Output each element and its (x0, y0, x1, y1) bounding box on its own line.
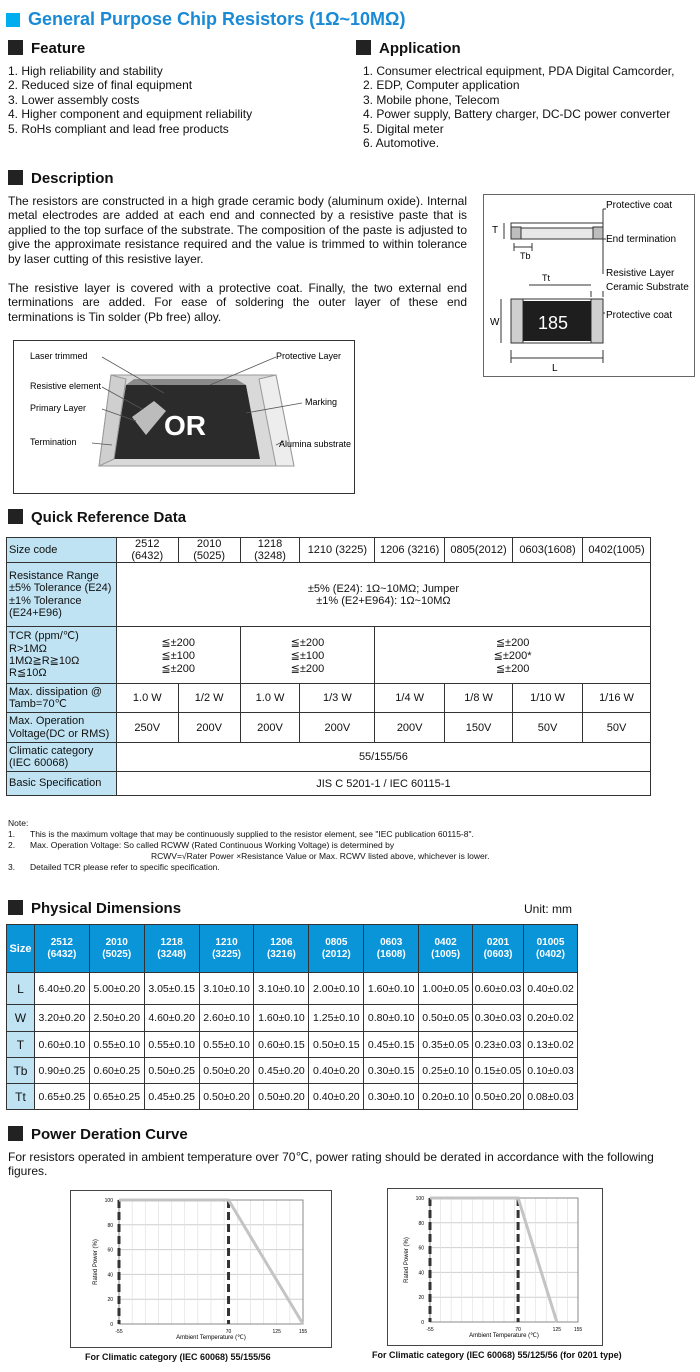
y-tick-label: 80 (107, 1222, 113, 1229)
deration-chart-2-caption: For Climatic category (IEC 60068) 55/125/56 (for 0201 type) (372, 1350, 622, 1360)
table-cell: 0.50±0.20 (254, 1084, 309, 1110)
table-cell: 200V (178, 713, 240, 743)
y-tick-label: 60 (107, 1247, 113, 1254)
table-cell: 2.50±0.20 (89, 1005, 144, 1032)
table-cell: 250V (116, 713, 178, 743)
row-label: L (7, 973, 35, 1005)
description-paragraph-1: The resistors are constructed in a high grade ceramic body (aluminum oxide). Internal metal electrodes are added at each end and connected by a resistive paste that is applied to the top surface of the substrate. The composition of the paste is adjusted to give the approximate resistance required and the value is trimmed to within tolerance by laser cutting of this resistive layer. (8, 194, 467, 266)
x-axis-label: Ambient Temperature (℃) (469, 1333, 539, 1339)
tcr-value-group-a: ≦±200 ≦±100 ≦±200 (116, 627, 240, 684)
label-termination: Termination (30, 437, 77, 447)
application-heading: Application (356, 40, 461, 57)
size-code-label: Size code (7, 538, 117, 563)
x-tick-label: -55 (426, 1327, 434, 1333)
table-cell: 200V (375, 713, 445, 743)
page-title: General Purpose Chip Resistors (1Ω~10MΩ) (28, 9, 406, 29)
label-alumina-substrate: Alumina substrate (279, 439, 352, 449)
list-item: 2. Reduced size of final equipment (8, 78, 193, 93)
table-cell: 200V (240, 713, 300, 743)
label-marking: Marking (305, 397, 338, 407)
table-cell: 0.45±0.20 (254, 1058, 309, 1084)
power-description: For resistors operated in ambient temperature over 70℃, power rating should be derated in accordance with the following figures. (8, 1150, 654, 1179)
section-marker-icon (8, 40, 23, 55)
resistance-range-label: Resistance Range ±5% Tolerance (E24) ±1% Tolerance (E24+E96) (7, 563, 117, 627)
list-item: 4. Power supply, Battery charger, DC-DC power converter (363, 107, 671, 122)
table-cell: 1/3 W (300, 684, 375, 713)
table-cell: 1.00±0.05 (419, 973, 473, 1005)
table-cell: 0.55±0.10 (89, 1032, 144, 1058)
row-label: W (7, 1005, 35, 1032)
application-list (363, 64, 674, 150)
quick-ref-heading: Quick Reference Data (8, 509, 186, 526)
table-cell: 0.60±0.03 (473, 973, 524, 1005)
column-header: 1206 (3216) (254, 925, 309, 973)
table-cell: 2.60±0.10 (199, 1005, 254, 1032)
table-cell: 0.45±0.25 (144, 1084, 199, 1110)
chip-text: OR (164, 410, 206, 441)
deration-chart-1 (70, 1190, 332, 1348)
y-tick-label: 100 (415, 1196, 424, 1202)
column-header: 0805 (2012) (309, 925, 364, 973)
x-tick-label: 155 (298, 1329, 308, 1335)
table-cell: 0.50±0.05 (419, 1005, 473, 1032)
table-cell: 50V (582, 713, 650, 743)
table-cell: 1210 (3225) (300, 538, 375, 563)
x-tick-label: 125 (272, 1329, 281, 1335)
table-cell: 2.00±0.10 (309, 973, 364, 1005)
chip-structure-illustration (14, 341, 354, 493)
table-cell: 1/2 W (178, 684, 240, 713)
resistance-range-value: ±5% (E24): 1Ω~10MΩ; Jumper ±1% (E2+E964): 1Ω~10MΩ (116, 563, 650, 627)
note-1: 1. This is the maximum voltage that may be continuously supplied to the resistor element, see "IEC publication 60115-8". (8, 829, 474, 839)
column-header: 2512 (6432) (34, 925, 89, 973)
label-resistive-element: Resistive element (30, 381, 102, 391)
climatic-value: 55/155/56 (116, 743, 650, 772)
label-ceramic-substrate: Ceramic Substrate (606, 282, 689, 293)
tcr-value-group-c: ≦±200 ≦±200* ≦±200 (375, 627, 651, 684)
description-heading: Description (8, 170, 114, 187)
column-header: 01005 (0402) (524, 925, 578, 973)
label-protective-layer: Protective Layer (276, 351, 342, 361)
table-row (7, 772, 651, 796)
dim-tb-label: Tb (520, 251, 531, 261)
table-cell: 1.60±0.10 (364, 973, 419, 1005)
table-cell: 0.90±0.25 (34, 1058, 89, 1084)
x-tick-label: -55 (115, 1329, 123, 1335)
table-row (7, 1084, 578, 1110)
table-cell: 0.10±0.03 (524, 1058, 578, 1084)
table-header-row (7, 925, 578, 973)
table-cell: 0805(2012) (445, 538, 513, 563)
list-item: 1. Consumer electrical equipment, PDA Digital Camcorder, (363, 64, 675, 78)
table-row (7, 538, 651, 563)
table-cell: 0603(1608) (513, 538, 583, 563)
chip-dimension-diagram (483, 194, 695, 377)
x-tick-label: 155 (573, 1327, 583, 1333)
power-heading: Power Deration Curve (8, 1126, 188, 1143)
table-cell: 0.30±0.15 (364, 1058, 419, 1084)
section-marker-icon (8, 170, 23, 185)
table-cell: 0.55±0.10 (144, 1032, 199, 1058)
list-item: 2. EDP, Computer application (363, 78, 520, 93)
table-cell: 0.30±0.03 (473, 1005, 524, 1032)
label-resistive-layer: Resistive Layer (606, 268, 675, 279)
feature-heading: Feature (8, 40, 85, 57)
column-header: 1218 (3248) (144, 925, 199, 973)
table-row (7, 627, 651, 684)
table-cell: 3.05±0.15 (144, 973, 199, 1005)
table-cell: 0.20±0.02 (524, 1005, 578, 1032)
table-cell: 0.30±0.10 (364, 1084, 419, 1110)
page-title-bar (6, 8, 694, 34)
table-cell: 0402(1005) (582, 538, 650, 563)
table-cell: 0.08±0.03 (524, 1084, 578, 1110)
table-cell: 0.60±0.15 (254, 1032, 309, 1058)
tcr-label: TCR (ppm/℃) R>1MΩ 1MΩ≧R≧10Ω R≦10Ω (7, 627, 117, 684)
feature-list (8, 64, 252, 136)
table-row (7, 1005, 578, 1032)
table-cell: 0.50±0.20 (199, 1084, 254, 1110)
y-tick-label: 40 (107, 1272, 113, 1279)
y-tick-label: 0 (110, 1322, 113, 1328)
dissipation-label: Max. dissipation @ Tamb=70℃ (7, 684, 117, 713)
table-row (7, 1058, 578, 1084)
table-cell: 0.35±0.05 (419, 1032, 473, 1058)
table-cell: 3.10±0.10 (254, 973, 309, 1005)
deration-chart-2-svg (388, 1189, 602, 1345)
table-cell: 0.40±0.20 (309, 1084, 364, 1110)
physical-heading: Physical Dimensions (8, 900, 181, 917)
deration-chart-1-caption: For Climatic category (IEC 60068) 55/155/56 (85, 1352, 271, 1362)
table-cell: 5.00±0.20 (89, 973, 144, 1005)
column-header: 0402 (1005) (419, 925, 473, 973)
note-3: 3. Detailed TCR please refer to specific specification. (8, 862, 220, 872)
table-cell: 6.40±0.20 (34, 973, 89, 1005)
table-cell: 2010 (5025) (178, 538, 240, 563)
column-header: 2010 (5025) (89, 925, 144, 973)
table-row (7, 713, 651, 743)
dim-l-label: L (552, 363, 558, 374)
section-marker-icon (356, 40, 371, 55)
table-row (7, 563, 651, 627)
table-cell: 0.13±0.02 (524, 1032, 578, 1058)
y-tick-label: 60 (418, 1245, 424, 1252)
table-cell: 0.65±0.25 (34, 1084, 89, 1110)
table-cell: 200V (300, 713, 375, 743)
table-cell: 0.60±0.10 (34, 1032, 89, 1058)
list-item: 6. Automotive. (363, 136, 440, 151)
y-tick-label: 80 (418, 1220, 424, 1227)
description-paragraph-2: The resistive layer is covered with a protective coat. Finally, the two external end terminations are added. For ease of soldering the outer layer of these end terminations is Tin solder (Pb free) alloy. (8, 281, 467, 324)
table-cell: 1.60±0.10 (254, 1005, 309, 1032)
table-cell: 150V (445, 713, 513, 743)
label-protective-coat-2: Protective coat (606, 310, 673, 321)
notes-title: Note: (8, 818, 29, 828)
table-cell: 0.50±0.25 (144, 1058, 199, 1084)
table-cell: 0.50±0.20 (199, 1058, 254, 1084)
table-cell: 0.45±0.15 (364, 1032, 419, 1058)
title-marker-icon (6, 13, 20, 27)
row-label: Tb (7, 1058, 35, 1084)
list-item: 5. Digital meter (363, 121, 444, 136)
dim-t-label: T (492, 225, 499, 236)
list-item: 4. Higher component and equipment reliability (8, 107, 253, 122)
table-row (7, 743, 651, 772)
table-cell: 0.60±0.25 (89, 1058, 144, 1084)
section-marker-icon (8, 900, 23, 915)
table-cell: 0.25±0.10 (419, 1058, 473, 1084)
basic-spec-label: Basic Specification (7, 772, 117, 796)
table-cell: 0.50±0.20 (473, 1084, 524, 1110)
basic-spec-value: JIS C 5201-1 / IEC 60115-1 (116, 772, 650, 796)
x-tick-label: 125 (552, 1327, 562, 1333)
column-header: 0201 (0603) (473, 925, 524, 973)
section-marker-icon (8, 1126, 23, 1141)
label-primary-layer: Primary Layer (30, 403, 87, 413)
list-item: 1. High reliability and stability (8, 64, 163, 78)
label-end-termination: End termination (606, 234, 677, 245)
climatic-label: Climatic category (IEC 60068) (7, 743, 117, 772)
x-axis-label: Ambient Temperature (℃) (176, 1335, 246, 1341)
chip-structure-diagram (13, 340, 355, 494)
table-cell: 0.80±0.10 (364, 1005, 419, 1032)
table-cell: 0.15±0.05 (473, 1058, 524, 1084)
tcr-value-group-b: ≦±200 ≦±100 ≦±200 (240, 627, 375, 684)
y-axis-label: Rated Power (%) (404, 1237, 410, 1283)
note-2-formula: RCWV=√Rater Power ×Resistance Value or Max. RCWV listed above, whichever is lower. (151, 851, 490, 861)
notes-block (8, 818, 698, 873)
physical-dimensions-table (6, 924, 578, 1110)
note-2: 2. Max. Operation Voltage: So called RCWW (Rated Continuous Working Voltage) is determined by (8, 840, 395, 850)
column-header: 0603 (1608) (364, 925, 419, 973)
chip-marking-text: 185 (538, 313, 569, 333)
size-header: Size (7, 925, 35, 973)
section-marker-icon (8, 509, 23, 524)
deration-chart-1-svg (71, 1191, 331, 1347)
table-cell: 1218 (3248) (240, 538, 300, 563)
table-cell: 4.60±0.20 (144, 1005, 199, 1032)
table-cell: 3.10±0.10 (199, 973, 254, 1005)
row-label: Tt (7, 1084, 35, 1110)
dim-w-label: W (490, 317, 500, 328)
table-cell: 1.0 W (240, 684, 300, 713)
table-cell: 0.55±0.10 (199, 1032, 254, 1058)
chip-dimension-drawing (484, 195, 694, 376)
label-laser-trimmed: Laser trimmed (30, 351, 88, 361)
voltage-label: Max. Operation Voltage(DC or RMS) (7, 713, 117, 743)
table-cell: 1.0 W (116, 684, 178, 713)
table-cell: 2512 (6432) (116, 538, 178, 563)
list-item: 3. Lower assembly costs (8, 92, 140, 107)
y-tick-label: 0 (421, 1320, 424, 1326)
deration-chart-2 (387, 1188, 603, 1346)
table-cell: 50V (513, 713, 583, 743)
row-label: T (7, 1032, 35, 1058)
table-cell: 1/4 W (375, 684, 445, 713)
table-row (7, 684, 651, 713)
table-cell: 0.65±0.25 (89, 1084, 144, 1110)
table-cell: 0.23±0.03 (473, 1032, 524, 1058)
table-cell: 0.50±0.15 (309, 1032, 364, 1058)
list-item: 5. RoHs compliant and lead free products (8, 121, 229, 136)
column-header: 1210 (3225) (199, 925, 254, 973)
table-cell: 0.40±0.02 (524, 973, 578, 1005)
table-cell: 1/8 W (445, 684, 513, 713)
y-tick-label: 40 (418, 1270, 424, 1277)
table-cell: 0.40±0.20 (309, 1058, 364, 1084)
dim-tt-label: Tt (542, 273, 550, 283)
x-tick-label: 70 (515, 1327, 521, 1333)
table-row (7, 973, 578, 1005)
y-tick-label: 20 (418, 1295, 424, 1302)
x-tick-label: 70 (225, 1329, 232, 1335)
table-cell: 1/10 W (513, 684, 583, 713)
table-cell: 1.25±0.10 (309, 1005, 364, 1032)
list-item: 3. Mobile phone, Telecom (363, 92, 500, 107)
unit-label: Unit: mm (524, 902, 572, 916)
label-protective-coat: Protective coat (606, 200, 673, 211)
table-cell: 3.20±0.20 (34, 1005, 89, 1032)
y-axis-label: Rated Power (%) (93, 1239, 99, 1285)
table-cell: 1206 (3216) (375, 538, 445, 563)
y-tick-label: 20 (107, 1297, 113, 1304)
table-cell: 0.20±0.10 (419, 1084, 473, 1110)
table-row (7, 1032, 578, 1058)
quick-ref-table (6, 537, 651, 796)
y-tick-label: 100 (104, 1198, 113, 1204)
table-cell: 1/16 W (582, 684, 650, 713)
